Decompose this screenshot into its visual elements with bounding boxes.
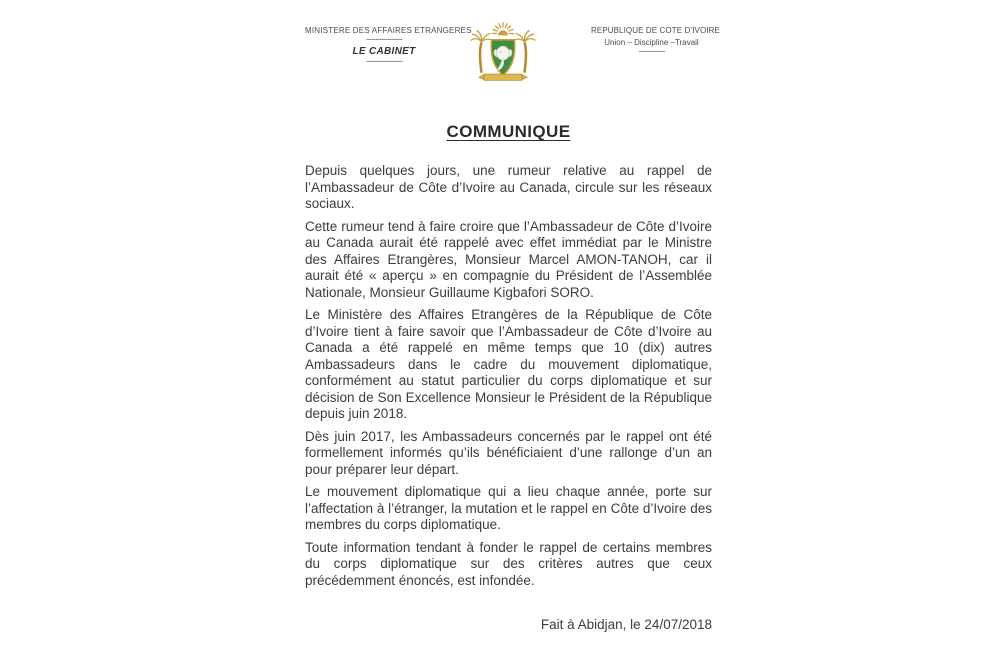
paragraph-2: Cette rumeur tend à faire croire que l’Ambassadeur de Côte d’Ivoire au Canada aurait été rappelé avec effet immédiat par le Ministre des Affaires Etrangères, Monsieur Marcel AMON-TANOH, car il aurait été « aperçu » en compagnie du Président de l’Assemblée Nationale, Monsieur Guillaume Kigbafori SORO. (305, 218, 712, 300)
republic-block (591, 26, 720, 56)
document (305, 22, 720, 632)
ministry-separator-bottom: ------------------ (366, 56, 402, 66)
paragraph-1: Depuis quelques jours, une rumeur relative au rappel de l’Ambassadeur de Côte d’Ivoire au Canada, circule sur les réseaux sociaux. (305, 163, 712, 211)
republic-separator: ------------- (638, 46, 665, 56)
ministry-separator-top: ------------------ (366, 34, 402, 44)
cabinet-label: LE CABINET (352, 46, 416, 57)
paragraph-5: Le mouvement diplomatique qui a lieu chaque année, porte sur l’affectation à l’étranger, la mutation et le rappel en Côte d’Ivoire des membres du corps diplomatique. (305, 484, 712, 532)
coat-of-arms-icon (465, 22, 541, 84)
paragraph-3: Le Ministère des Affaires Etrangères de la République de Côte d’Ivoire tient à faire savoir que l’Ambassadeur de Côte d’Ivoire au Canada a été rappelé en même temps que 10 (dix) autres Ambassadeurs dans le cadre du mouvement diplomatique, conformément au statut particulier du corps diplomatique et sur décision de Son Excellence Monsieur le Président de la République depuis juin 2018. (305, 307, 712, 421)
communique-title: COMMUNIQUE (446, 122, 571, 141)
paragraph-4: Dès juin 2017, les Ambassadeurs concernés par le rappel ont été formellement informés qu’ils bénéficiaient d’une rallonge d’un an pour préparer leur départ. (305, 428, 712, 477)
ministry-title: MINISTERE DES AFFAIRES ETRANGERES (305, 26, 472, 35)
republic-title: REPUBLIQUE DE COTE D’IVOIRE (591, 26, 720, 35)
republic-motto: Union – Discipline –Travail (604, 38, 699, 47)
document-header (305, 22, 720, 110)
closing-dateline: Fait à Abidjan, le 24/07/2018 (540, 617, 712, 632)
ministry-block (305, 26, 472, 66)
paragraph-6: Toute information tendant à fonder le rappel de certains membres du corps diplomatique sur des critères autres que ceux précédemment énoncés, est infondée. (305, 539, 712, 588)
